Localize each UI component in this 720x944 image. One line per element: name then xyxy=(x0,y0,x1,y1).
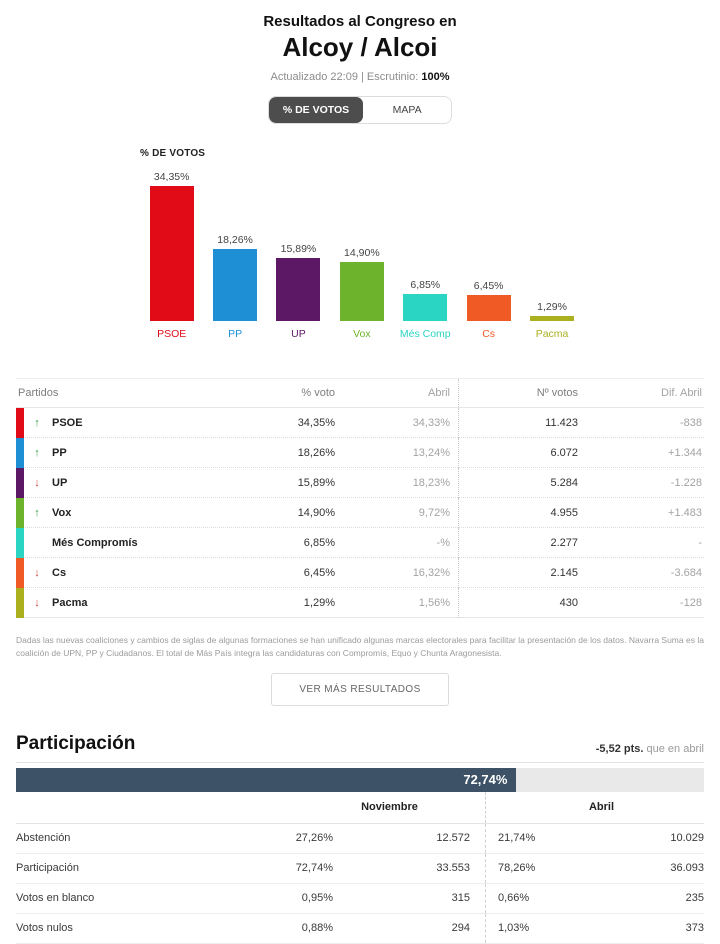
bar-value-label: 1,29% xyxy=(537,300,567,313)
participation-row xyxy=(16,824,704,854)
trend-arrow-icon: ↓ xyxy=(34,476,40,489)
april-pct-value: 9,72% xyxy=(418,506,450,519)
party-name: Vox xyxy=(52,506,72,519)
party-name: PSOE xyxy=(52,416,83,429)
bar-stack xyxy=(276,169,320,321)
abril-votes: 10.029 xyxy=(670,832,704,845)
participation-header xyxy=(16,733,704,763)
abril-votes: 36.093 xyxy=(670,862,704,875)
bar-chart xyxy=(140,169,704,340)
participation-progress-label: 72,74% xyxy=(463,772,508,788)
party-color-swatch xyxy=(16,498,24,528)
participation-title: Participación xyxy=(16,732,136,754)
bar-value-label: 34,35% xyxy=(153,170,190,183)
num-votes-value: 5.284 xyxy=(458,468,578,498)
col-header-num-votos: Nº votos xyxy=(458,379,578,407)
trend-arrow-icon: ↑ xyxy=(34,506,40,519)
trend-arrow-icon: ↓ xyxy=(34,566,40,579)
bar-group xyxy=(457,169,520,340)
results-table-body xyxy=(16,408,704,618)
party-name: Més Compromís xyxy=(52,536,138,549)
abril-pct: 21,74% xyxy=(485,824,592,853)
scrutiny-value: 100% xyxy=(421,70,450,83)
noviembre-votes: 33.553 xyxy=(436,862,470,875)
bar-stack xyxy=(213,169,257,321)
april-pct-value: 16,32% xyxy=(412,566,450,579)
pct-vote-value: 15,89% xyxy=(297,476,335,489)
page-title: Alcoy / Alcoi xyxy=(282,32,438,62)
noviembre-votes: 315 xyxy=(451,892,470,905)
pct-vote-value: 34,35% xyxy=(297,416,335,429)
party-color-swatch xyxy=(16,528,24,558)
num-votes-value: 2.145 xyxy=(458,558,578,588)
diff-april-value: +1.344 xyxy=(668,446,702,459)
bar-group xyxy=(140,169,203,340)
participation-table-header xyxy=(16,792,704,824)
party-name: UP xyxy=(52,476,68,489)
trend-arrow-icon: ↓ xyxy=(34,596,40,609)
col-header-abril: Abril xyxy=(427,386,450,399)
footnote-text: Dadas las nuevas coaliciones y cambios de siglas de algunas formaciones se han unificado algunas marcas electorales para facilitar la presentación de los datos. Navarra Suma es la coalición de UPN, PP y Ciudadanos. El total de Más País integra las candidaturas con Compromís, Equo y Chunta Aragonesista. xyxy=(16,634,704,658)
bar-group xyxy=(520,169,583,340)
participation-section xyxy=(16,733,704,944)
participation-progress-fill xyxy=(16,768,516,792)
updated-label: Actualizado 22:09 | Escrutinio: xyxy=(270,70,422,83)
participation-row-label: Votos nulos xyxy=(16,922,73,935)
abril-pct: 78,26% xyxy=(485,854,592,883)
votes-bar-chart-section xyxy=(140,148,704,340)
noviembre-pct: 0,95% xyxy=(301,892,333,905)
participation-row-label: Votos en blanco xyxy=(16,892,95,905)
bar-group xyxy=(330,169,393,340)
bar-stack xyxy=(403,169,447,321)
bar xyxy=(150,186,194,321)
april-pct-value: 13,24% xyxy=(412,446,450,459)
bar-value-label: 6,85% xyxy=(410,278,441,291)
diff-april-value: - xyxy=(698,536,702,549)
noviembre-pct: 0,88% xyxy=(301,922,333,935)
bar-group xyxy=(394,169,457,340)
bar xyxy=(403,294,447,321)
pct-vote-value: 1,29% xyxy=(303,596,335,609)
header-kicker: Resultados al Congreso en xyxy=(263,13,457,30)
diff-april-value: -3.684 xyxy=(670,566,702,579)
num-votes-value: 11.423 xyxy=(458,408,578,438)
bar-category-label: Pacma xyxy=(535,327,569,340)
participation-row xyxy=(16,854,704,884)
table-row xyxy=(16,588,704,618)
party-color-swatch xyxy=(16,558,24,588)
bar xyxy=(213,249,257,321)
participation-progress-track xyxy=(16,768,704,792)
pct-vote-value: 6,45% xyxy=(303,566,335,579)
bar-value-label: 6,45% xyxy=(473,280,504,293)
participation-diff-value: -5,52 pts. xyxy=(595,742,644,755)
pct-vote-value: 6,85% xyxy=(303,536,335,549)
participation-row-label: Abstención xyxy=(16,832,71,845)
diff-april-value: +1.483 xyxy=(668,506,702,519)
bar-category-label: PP xyxy=(228,327,243,340)
bar-category-label: Cs xyxy=(482,327,496,340)
bar-category-label: UP xyxy=(291,327,306,340)
tab-mapa[interactable]: MAPA xyxy=(363,97,451,123)
num-votes-value: 4.955 xyxy=(458,498,578,528)
party-color-swatch xyxy=(16,408,24,438)
participation-diff xyxy=(596,743,704,755)
abril-votes: 373 xyxy=(685,922,704,935)
noviembre-pct: 27,26% xyxy=(295,832,333,845)
bar-group xyxy=(267,169,330,340)
abril-votes: 235 xyxy=(685,892,704,905)
party-color-swatch xyxy=(16,588,24,618)
view-toggle xyxy=(268,96,452,124)
bar-value-label: 14,90% xyxy=(344,247,380,259)
noviembre-votes: 294 xyxy=(451,922,470,935)
header xyxy=(0,0,720,124)
num-votes-value: 2.277 xyxy=(458,528,578,558)
more-results-row xyxy=(0,673,720,706)
participation-row xyxy=(16,884,704,914)
pct-vote-value: 18,26% xyxy=(297,446,335,459)
table-row xyxy=(16,408,704,438)
participation-row-label: Participación xyxy=(16,862,79,875)
bar-stack xyxy=(150,169,194,321)
bar-category-label: Vox xyxy=(353,327,371,340)
diff-april-value: -838 xyxy=(679,416,702,429)
bar-category-label: Més Comp xyxy=(399,327,451,340)
col-header-abril-2: Abril xyxy=(485,792,704,823)
bar-value-label: 15,89% xyxy=(280,243,317,256)
pct-vote-value: 14,90% xyxy=(297,506,335,519)
april-pct-value: 1,56% xyxy=(418,596,450,609)
april-pct-value: 34,33% xyxy=(412,416,450,429)
diff-april-value: -128 xyxy=(679,596,702,609)
bar-value-label: 18,26% xyxy=(217,233,253,246)
col-header-dif-abril: Dif. Abril xyxy=(661,386,702,399)
col-header-partidos: Partidos xyxy=(18,386,59,399)
participation-diff-caption: que en abril xyxy=(643,742,704,755)
party-name: Cs xyxy=(52,566,67,579)
trend-arrow-icon: ↑ xyxy=(34,416,40,429)
bar xyxy=(530,316,574,321)
participation-row xyxy=(16,914,704,944)
results-table xyxy=(16,378,704,618)
ver-mas-resultados-button[interactable]: VER MÁS RESULTADOS xyxy=(271,673,448,706)
abril-pct: 0,66% xyxy=(485,884,592,913)
bar xyxy=(467,295,511,320)
party-color-swatch xyxy=(16,468,24,498)
april-pct-value: 18,23% xyxy=(412,476,450,489)
tab-pct-votos[interactable]: % DE VOTOS xyxy=(269,97,363,123)
april-pct-value: -% xyxy=(436,536,450,549)
table-row xyxy=(16,468,704,498)
bar-group xyxy=(203,169,266,340)
bar-stack xyxy=(340,169,384,321)
bar-stack xyxy=(530,169,574,321)
num-votes-value: 6.072 xyxy=(458,438,578,468)
participation-table-body xyxy=(16,824,704,944)
trend-arrow-icon: ↑ xyxy=(34,446,40,459)
noviembre-pct: 72,74% xyxy=(295,862,333,875)
party-color-swatch xyxy=(16,438,24,468)
party-name: PP xyxy=(52,446,67,459)
update-status xyxy=(0,71,720,83)
bar xyxy=(276,258,320,320)
bar-stack xyxy=(467,169,511,321)
chart-title: % DE VOTOS xyxy=(140,147,206,159)
bar-category-label: PSOE xyxy=(157,327,187,340)
num-votes-value: 430 xyxy=(458,588,578,618)
abril-pct: 1,03% xyxy=(485,914,592,943)
table-row xyxy=(16,498,704,528)
party-name: Pacma xyxy=(52,596,88,609)
diff-april-value: -1.228 xyxy=(670,476,702,489)
table-row xyxy=(16,438,704,468)
table-row xyxy=(16,528,704,558)
results-table-header xyxy=(16,379,704,408)
col-header-pct-voto: % voto xyxy=(301,386,335,399)
bar xyxy=(340,262,384,321)
col-header-noviembre: Noviembre xyxy=(361,801,418,814)
table-row xyxy=(16,558,704,588)
noviembre-votes: 12.572 xyxy=(436,832,470,845)
